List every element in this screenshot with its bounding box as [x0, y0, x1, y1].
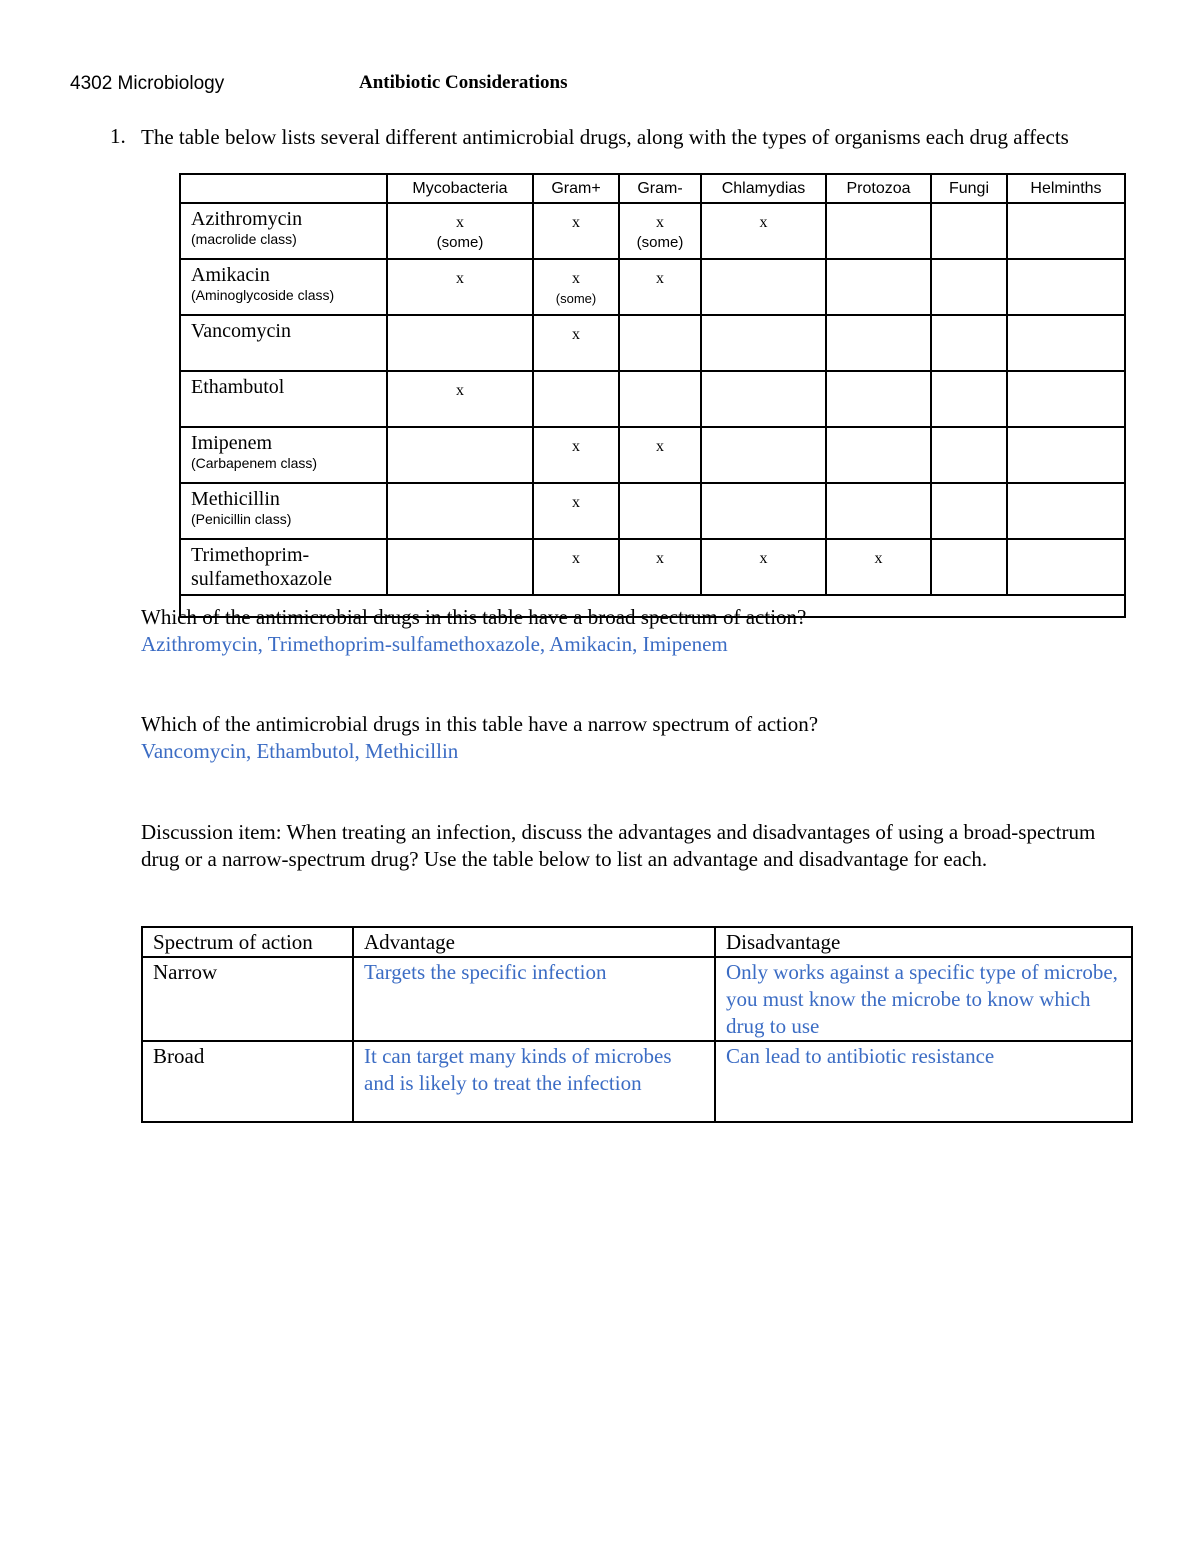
drug-name: Azithromycin — [191, 208, 303, 230]
column-header: Helminths — [1007, 174, 1125, 203]
drug-name-cell — [180, 203, 387, 259]
activity-cell — [387, 483, 533, 539]
activity-mark: x — [572, 270, 580, 287]
drug-name: Methicillin — [191, 488, 280, 510]
table-row — [180, 259, 1125, 315]
drug-class: (Carbapenem class) — [191, 455, 318, 471]
activity-cell — [826, 315, 931, 371]
drug-name-cell — [180, 315, 387, 371]
column-header: Spectrum of action — [142, 927, 353, 957]
activity-cell — [701, 259, 826, 315]
table-row — [180, 539, 1125, 595]
activity-note: (some) — [555, 291, 597, 306]
activity-cell — [1007, 371, 1125, 427]
drug-name: Trimethoprim-sulfamethoxazole — [191, 544, 333, 590]
column-header: Gram- — [619, 174, 701, 203]
activity-mark: x — [572, 326, 580, 343]
activity-cell — [1007, 259, 1125, 315]
column-header: Disadvantage — [715, 927, 1132, 957]
disadvantage-cell: Only works against a specific type of microbe, you must know the microbe to know which drug to use — [715, 957, 1132, 1041]
activity-cell — [619, 259, 701, 315]
table-row — [180, 483, 1125, 539]
activity-cell — [701, 539, 826, 595]
column-header: Gram+ — [533, 174, 619, 203]
activity-cell — [533, 483, 619, 539]
table-row — [180, 203, 1125, 259]
activity-note: (some) — [436, 234, 484, 251]
advantage-cell: It can target many kinds of microbes and is likely to treat the infection — [353, 1041, 715, 1122]
table-row — [142, 957, 1132, 1041]
activity-mark: x — [759, 550, 768, 567]
activity-mark: x — [572, 494, 580, 511]
activity-cell — [387, 539, 533, 595]
activity-cell — [931, 483, 1007, 539]
spectrum-cell: Narrow — [142, 957, 353, 1041]
drug-class: (Aminoglycoside class) — [191, 287, 335, 303]
disadvantage-cell: Can lead to antibiotic resistance — [715, 1041, 1132, 1122]
activity-cell — [701, 427, 826, 483]
activity-cell — [387, 259, 533, 315]
activity-cell — [387, 203, 533, 259]
activity-cell — [619, 371, 701, 427]
table-row — [180, 315, 1125, 371]
activity-mark: x — [456, 214, 464, 231]
question-number: 1. — [110, 124, 126, 148]
activity-mark: x — [572, 438, 580, 455]
broad-spectrum-question: Which of the antimicrobial drugs in this table have a broad spectrum of action? — [141, 605, 807, 629]
activity-mark: x — [656, 214, 664, 231]
course-title: 4302 Microbiology — [70, 73, 225, 94]
activity-cell — [701, 483, 826, 539]
table-row — [180, 371, 1125, 427]
spectrum-comparison-table — [141, 926, 1133, 1123]
activity-cell — [387, 371, 533, 427]
drug-name: Amikacin — [191, 264, 270, 286]
table-header-row — [142, 927, 1132, 957]
advantage-cell: Targets the specific infection — [353, 957, 715, 1041]
activity-cell — [931, 539, 1007, 595]
document-title: Antibiotic Considerations — [359, 72, 568, 93]
activity-cell — [1007, 483, 1125, 539]
activity-mark: x — [656, 550, 664, 567]
drug-name: Vancomycin — [191, 320, 291, 342]
activity-mark: x — [572, 214, 580, 231]
activity-cell — [533, 539, 619, 595]
activity-mark: x — [572, 550, 580, 567]
column-header: Chlamydias — [701, 174, 826, 203]
spectrum-cell: Broad — [142, 1041, 353, 1122]
activity-mark: x — [456, 270, 464, 287]
column-header: Mycobacteria — [387, 174, 533, 203]
activity-cell — [701, 371, 826, 427]
header-blank-cell — [180, 174, 387, 203]
activity-cell — [931, 315, 1007, 371]
activity-cell — [533, 315, 619, 371]
activity-cell — [533, 371, 619, 427]
antimicrobial-drug-table — [179, 173, 1126, 618]
activity-mark: x — [656, 270, 664, 287]
activity-cell — [533, 427, 619, 483]
activity-cell — [533, 259, 619, 315]
activity-cell — [931, 259, 1007, 315]
drug-name-cell — [180, 539, 387, 595]
activity-mark: x — [456, 382, 464, 399]
table-row — [180, 427, 1125, 483]
activity-cell — [1007, 539, 1125, 595]
drug-class: (macrolide class) — [191, 231, 297, 247]
activity-mark: x — [874, 550, 883, 567]
column-header: Fungi — [931, 174, 1007, 203]
activity-cell — [619, 483, 701, 539]
activity-note: (some) — [636, 234, 684, 251]
activity-cell — [619, 315, 701, 371]
column-header: Advantage — [353, 927, 715, 957]
drug-name: Imipenem — [191, 432, 273, 454]
drug-name-cell — [180, 371, 387, 427]
activity-cell — [619, 203, 701, 259]
column-header: Protozoa — [826, 174, 931, 203]
table-row — [142, 1041, 1132, 1122]
drug-name: Ethambutol — [191, 376, 285, 398]
narrow-spectrum-answer: Vancomycin, Ethambutol, Methicillin — [141, 739, 459, 763]
activity-cell — [701, 315, 826, 371]
activity-cell — [387, 315, 533, 371]
broad-spectrum-answer: Azithromycin, Trimethoprim-sulfamethoxazole, Amikacin, Imipenem — [141, 632, 728, 656]
drug-name-cell — [180, 483, 387, 539]
activity-cell — [826, 427, 931, 483]
activity-cell — [931, 203, 1007, 259]
activity-cell — [533, 203, 619, 259]
drug-name-cell — [180, 427, 387, 483]
discussion-item: Discussion item: When treating an infection, discuss the advantages and disadvantages of using a broad-spectrum drug or a narrow-spectrum drug? Use the table below to list an advantage and disadvantage for each. — [141, 820, 1096, 871]
drug-class: (Penicillin class) — [191, 511, 292, 527]
activity-cell — [619, 539, 701, 595]
activity-cell — [387, 427, 533, 483]
narrow-spectrum-question: Which of the antimicrobial drugs in this table have a narrow spectrum of action? — [141, 712, 819, 736]
activity-cell — [931, 371, 1007, 427]
table-header-row — [180, 174, 1125, 203]
activity-cell — [826, 371, 931, 427]
activity-cell — [931, 427, 1007, 483]
activity-mark: x — [656, 438, 664, 455]
activity-cell — [619, 427, 701, 483]
activity-cell — [1007, 427, 1125, 483]
activity-cell — [826, 483, 931, 539]
question-text: The table below lists several different antimicrobial drugs, along with the types of organisms each drug affects — [141, 125, 1069, 149]
activity-cell — [826, 259, 931, 315]
activity-cell — [1007, 315, 1125, 371]
activity-cell — [826, 539, 931, 595]
activity-mark: x — [759, 214, 768, 231]
drug-name-cell — [180, 259, 387, 315]
activity-cell — [1007, 203, 1125, 259]
activity-cell — [701, 203, 826, 259]
activity-cell — [826, 203, 931, 259]
